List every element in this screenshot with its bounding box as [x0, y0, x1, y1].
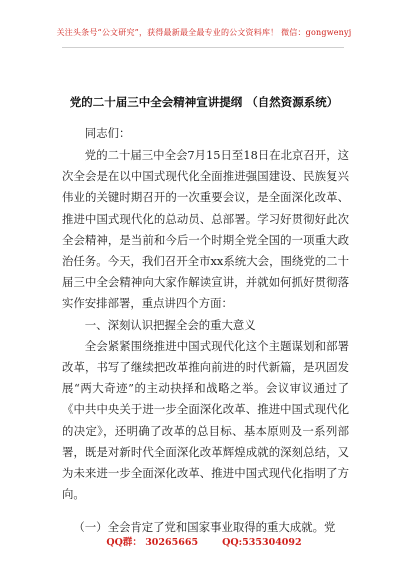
- subsection-heading: （一）全会肯定了党和国家事业取得的重大成就。党: [73, 520, 336, 535]
- header-divider: [62, 47, 344, 48]
- footer-contact: [0, 534, 408, 548]
- document-body: [62, 121, 349, 539]
- footer-qq-group: QQ群： 30265665: [106, 537, 199, 548]
- footer-qq-number: QQ:535304092: [222, 537, 302, 548]
- salutation: 同志们：: [84, 126, 131, 140]
- header-banner: 关注头条号“公文研究”，获得最新最全最专业的公文资料库！ 微信：gongwenyj: [56, 28, 352, 37]
- section-heading: 一、深刻认识把握全会的重大意义: [84, 317, 256, 332]
- paragraph-intro: 党的二十届三中全会7月15日至18日在北京召开，这次全会是在以中国式现代化全面推进强国建设、民族复兴伟业的关键时期召开的一次重要会议，是全面深化改革、推进中国式现代化的总动员、总部署。学习好贯彻好此次全会精神，是当前和今后一个时期全党全国的一项重大政治任务。今天，我们召开全市xx系统大会，围绕党的二十届三中全会精神向大家作解读宣讲，并就如何抓好贯彻落实作安排部署，重点讲四个方面：: [62, 148, 349, 311]
- document-title: 党的二十届三中全会精神宣讲提纲 （自然资源系统）: [69, 95, 339, 109]
- paragraph-significance: 全会紧紧围绕推进中国式现代化这个主题谋划和部署改革，书写了继续把改革推向前进的时代新篇，是巩固发展“两大奇迹”的主动抉择和战略之举。会议审议通过了《中共中央关于进一步全面深化改革、推进中国式现代化的决定》，还明确了改革的总目标、基本原则及一系列部署，既是对新时代全面深化改革辉煌成就的深刻总结，又为未来进一步全面深化改革、推进中国式现代化指明了方向。: [62, 338, 349, 502]
